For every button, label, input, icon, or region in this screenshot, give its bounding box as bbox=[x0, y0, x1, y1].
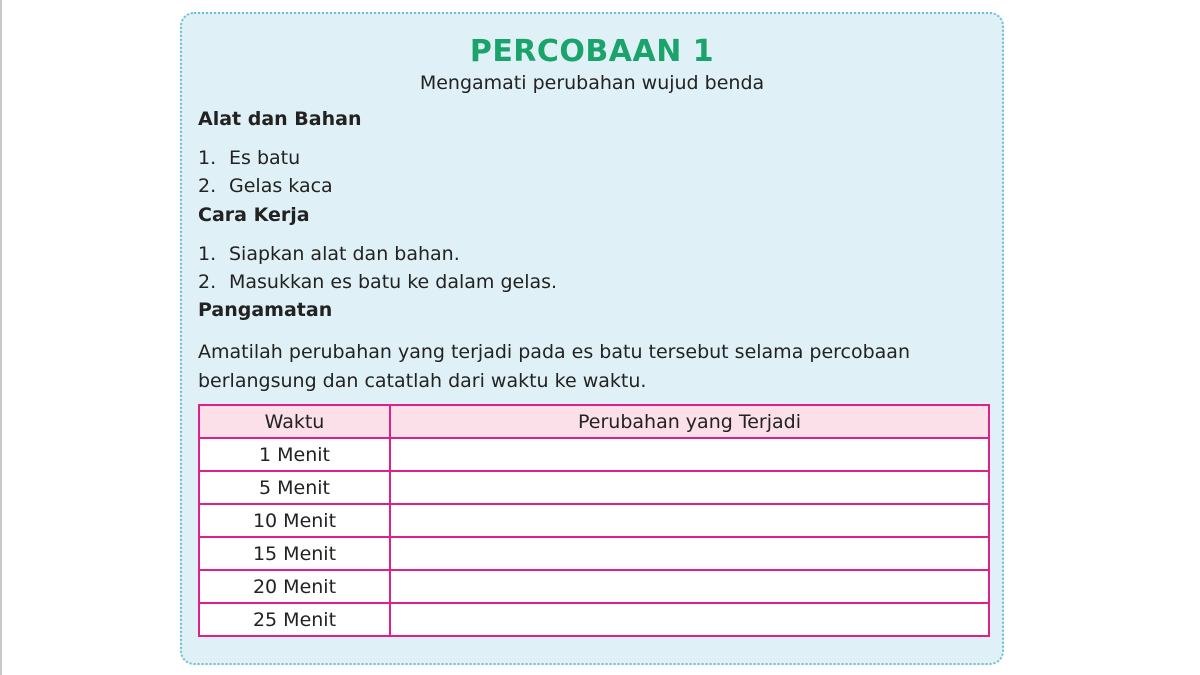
list-item-number: 1. bbox=[198, 147, 217, 169]
tools-list bbox=[198, 144, 333, 200]
list-item-number: 2. bbox=[198, 271, 217, 293]
list-item bbox=[198, 268, 557, 296]
tools-heading: Alat dan Bahan bbox=[198, 108, 362, 130]
observation-heading: Pangamatan bbox=[198, 299, 333, 321]
table-header-row bbox=[199, 405, 989, 438]
list-item-text: Es batu bbox=[229, 147, 301, 169]
list-item-number: 1. bbox=[198, 243, 217, 265]
method-list bbox=[198, 240, 557, 296]
method-heading: Cara Kerja bbox=[198, 204, 310, 226]
time-cell: 25 Menit bbox=[199, 603, 390, 636]
list-item-text: Siapkan alat dan bahan. bbox=[229, 243, 460, 265]
experiment-subtitle: Mengamati perubahan wujud benda bbox=[419, 72, 765, 94]
table-row bbox=[199, 438, 989, 471]
observation-table bbox=[198, 404, 990, 637]
list-item-text: Gelas kaca bbox=[229, 175, 333, 197]
change-cell[interactable] bbox=[390, 603, 989, 636]
observation-instruction: Amatilah perubahan yang terjadi pada es batu tersebut selama percobaan berlangsung dan catatlah dari waktu ke waktu. bbox=[198, 341, 910, 392]
list-item bbox=[198, 172, 333, 200]
change-cell[interactable] bbox=[390, 471, 989, 504]
list-item bbox=[198, 144, 333, 172]
table-row bbox=[199, 537, 989, 570]
table-row bbox=[199, 603, 989, 636]
page-edge-divider bbox=[0, 0, 2, 675]
table-row bbox=[199, 471, 989, 504]
experiment-card bbox=[180, 12, 1004, 665]
time-cell: 20 Menit bbox=[199, 570, 390, 603]
change-cell[interactable] bbox=[390, 537, 989, 570]
time-cell: 15 Menit bbox=[199, 537, 390, 570]
time-cell: 5 Menit bbox=[199, 471, 390, 504]
list-item bbox=[198, 240, 557, 268]
table-row bbox=[199, 504, 989, 537]
table-row bbox=[199, 570, 989, 603]
list-item-number: 2. bbox=[198, 175, 217, 197]
time-cell: 10 Menit bbox=[199, 504, 390, 537]
change-cell[interactable] bbox=[390, 570, 989, 603]
change-cell[interactable] bbox=[390, 438, 989, 471]
column-header-time: Waktu bbox=[199, 405, 390, 438]
experiment-title: PERCOBAAN 1 bbox=[469, 34, 715, 69]
time-cell: 1 Menit bbox=[199, 438, 390, 471]
list-item-text: Masukkan es batu ke dalam gelas. bbox=[229, 271, 558, 293]
change-cell[interactable] bbox=[390, 504, 989, 537]
column-header-change: Perubahan yang Terjadi bbox=[390, 405, 989, 438]
